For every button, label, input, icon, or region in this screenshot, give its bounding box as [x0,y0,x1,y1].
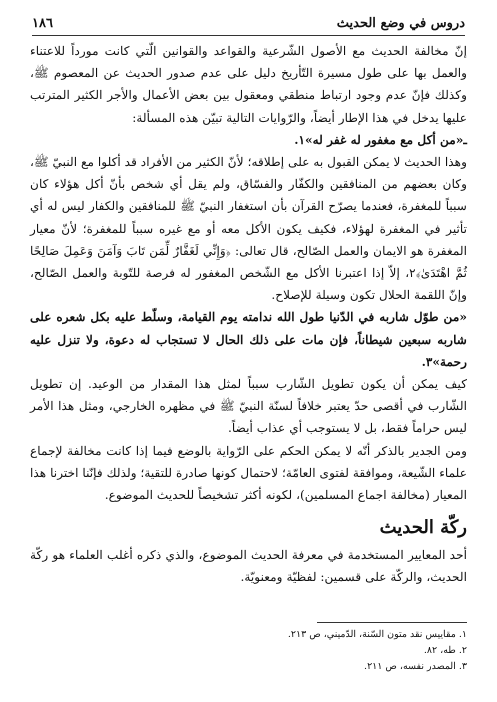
page-number: ١٨٦ [32,16,53,31]
footnote: ٣. المصدر نفسه، ص ٢١١. [364,661,467,672]
paragraph: كيف يمكن أن يكون تطويل الشّارب سبباً لمثل هذا المقدار من الوعيد. إن تطويل الشّارب في أقصى حدّ يعتبر خلافاً لسنّة النبيّ ﷺ في مظهره الخارجي، ومثل هذا الأمر ليس حراماً فقط، بل لا يستوجب أي عذاب أيضاً. [30,377,467,436]
footnote: ١. مقاييس نقد متون السّنة، الدّميني، ص ٢١٣. [287,629,467,640]
footnote-rule [317,622,467,623]
running-title: دروس في وضع الحديث [336,16,465,31]
paragraph: وهذا الحديث لا يمكن القبول به على إطلاقه؛ لأنّ الكثير من الأفراد قد أكلوا مع النبيّ ﷺ، وكان بعضهم من المنافقين والكفّار والفسّاق، ولم يقل أي شخص بأنّ أكل هؤلاء كان سبباً للمغفرة، فعندما يصرّح القرآن بأن استغفار النبيّ ﷺ للمنافقين والكفار ليس له أي تأثير في المغفرة لهؤلاء، فكيف يكون الأكل معه أو مع غيره سبباً للمغفرة؛ لأنّ معيار المغفرة هو الايمان والعمل الصّالح، قال تعالى: ﴿وَإِنِّي لَغَفَّارٌ لِّمَن تَابَ وَآمَنَ وَعَمِلَ صَالِحًا ثُمَّ اهْتَدَىٰ﴾٢، إلاّ إذا اعتبرنا الأكل مع الشّخص المغفور له فرصة للتّوبة والعمل الصّالح، وإنّ اللقمة الحلال تكون وسيلة للإصلاح. [29,155,467,303]
footnote: ٢. طه، ٨٢. [423,645,467,656]
paragraph: إنّ مخالفة الحديث مع الأصول الشّرعية والقواعد والقوانين الّتي كانت مورداً للاعتناء والعمل بها على طول مسيرة التّأريخ دليل على عدم صدور الحديث عن المعصوم ﷺ، وكذلك فإنّ عدم وجود ارتباط منطقي ومعقول بين بعض الأعمال والأجر الكثير المترتب عليها يدخل في هذا الإطار أيضاً، والرّوايات التالية تبيّن هذه المسألة: [30,44,467,125]
header-rule [32,35,465,36]
section-heading: ركّة الحديث [379,517,467,539]
paragraph: أحد المعايير المستخدمة في معرفة الحديث الموضوع، والذي ذكره أغلب العلماء هو ركّة الحديث، والركّة على قسمين: لفظيّة ومعنويّة. [30,548,467,585]
footnotes [30,622,467,675]
quoted-narration: «من طوّل شاربه في الدّنيا طول الله ندامته يوم القيامة، وسلّط عليه بكل شعره على شاربه سبعين شيطاناً، فإن مات على ذلك الحال لا تستجاب له دعوة، ولا تنزل عليه رحمة»٣. [30,310,467,369]
quoted-narration: ـ«من أكل مع مغفور له غفر له»١. [294,132,467,147]
running-header [32,14,465,36]
main-text [30,40,467,589]
paragraph: ومن الجدير بالذكر أنّه لا يمكن الحكم على الرّواية بالوضع فيما إذا كانت مخالفة لإجماع علماء الشّيعة، وموافقة لفتوى العامّة؛ لاحتمال كونها صادرة للتقية؛ ولذلك فإنّنا اخترنا هذا المعيار (مخالفة اجماع المسلمين)، لكونه أكثر تشخيصاً للحديث الموضوع. [30,443,467,503]
